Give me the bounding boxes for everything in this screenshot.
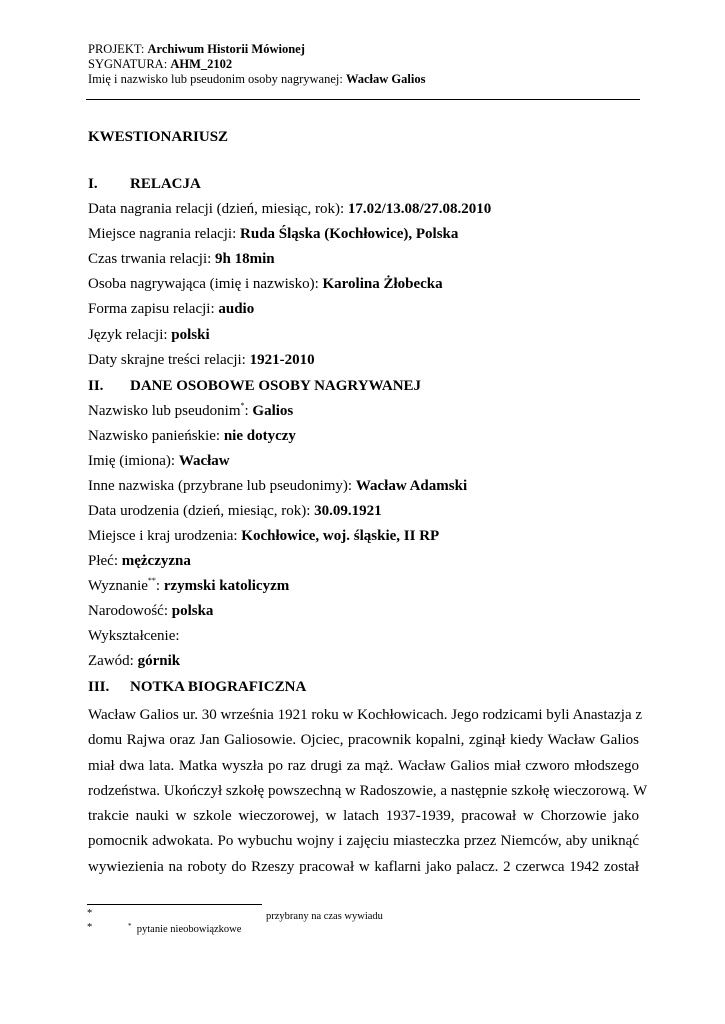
biography-line: trakcie nauki w szkole wieczorowej, w latach 1937-1939, pracował w Chorzowie jako: [88, 808, 639, 825]
field-occupation: Zawód: górnik: [88, 653, 181, 669]
footnote-2-mark: *: [87, 922, 93, 933]
field-first-name: Imię (imiona): Wacław: [88, 453, 230, 469]
signature-value: AHM_2102: [170, 57, 233, 71]
project-value: Archiwum Historii Mówionej: [147, 42, 305, 56]
section-heading-biography: III. NOTKA BIOGRAFICZNA: [88, 679, 307, 695]
biography-line: rodzeństwa. Ukończył szkołę powszechną w Radoszowie, a następnie szkołę wieczorową. W: [88, 782, 648, 799]
field-recording-place: Miejsce nagrania relacji: Ruda Śląska (Kochłowice), Polska: [88, 226, 459, 242]
field-recording-date: Data nagrania relacji (dzień, miesiąc, rok): 17.02/13.08/27.08.2010: [88, 201, 492, 217]
field-date-range: Daty skrajne treści relacji: 1921-2010: [88, 352, 315, 368]
header-divider: [86, 99, 640, 100]
document-title: KWESTIONARIUSZ: [88, 129, 229, 145]
field-religion: Wyznanie**: rzymski katolicyzm: [88, 576, 290, 594]
field-language: Język relacji: polski: [88, 327, 210, 343]
biography-text: [88, 703, 648, 880]
field-sex: Płeć: mężczyzna: [88, 553, 191, 569]
field-birth-place: Miejsce i kraj urodzenia: Kochłowice, woj. śląskie, II RP: [88, 528, 440, 544]
biography-line: Wacław Galios ur. 30 września 1921 roku w Kochłowicach. Jego rodzicami byli Anastazja z: [88, 707, 643, 723]
section-heading-personal-data: II. DANE OSOBOWE OSOBY NAGRYWANEJ: [88, 378, 422, 394]
biography-line: wywiezienia na roboty do Rzeszy pracował w kaflarni jako palacz. 2 czerwca 1942 został: [88, 858, 639, 875]
footnote-divider: [87, 904, 262, 905]
header-project: PROJEKT: Archiwum Historii Mówionej: [88, 42, 305, 56]
biography-line: pomocnik adwokata. Po wybuchu wojny i zajęciu miasteczka przez Niemców, aby uniknąć: [88, 833, 639, 850]
header-person: Imię i nazwisko lub pseudonim osoby nagrywanej: Wacław Galios: [88, 72, 426, 86]
field-duration: Czas trwania relacji: 9h 18min: [88, 251, 275, 267]
person-value: Wacław Galios: [345, 72, 426, 86]
field-interviewer: Osoba nagrywająca (imię i nazwisko): Karolina Żłobecka: [88, 276, 443, 292]
section-heading-relacja: I. RELACJA: [88, 176, 201, 192]
biography-line: miał dwa lata. Matka wyszła po raz drugi za mąż. Wacław Galios miał czworo młodszego: [88, 757, 639, 774]
footnote-1-text: przybrany na czas wywiadu: [266, 911, 383, 922]
field-maiden-name: Nazwisko panieńskie: nie dotyczy: [88, 428, 296, 444]
biography-line: domu Rajwa oraz Jan Galiosowie. Ojciec, pracownik kopalni, zginął kiedy Wacław Galios: [88, 732, 639, 749]
field-birth-date: Data urodzenia (dzień, miesiąc, rok): 30.09.1921: [88, 503, 382, 519]
field-other-names: Inne nazwiska (przybrane lub pseudonimy): Wacław Adamski: [88, 478, 468, 494]
field-surname: Nazwisko lub pseudonim*: Galios: [88, 401, 294, 419]
field-education: Wykształcenie:: [88, 628, 180, 644]
field-nationality: Narodowość: polska: [88, 603, 214, 619]
field-format: Forma zapisu relacji: audio: [88, 301, 255, 317]
header-signature: SYGNATURA: AHM_2102: [88, 57, 233, 71]
footnote-1-mark: *: [87, 908, 93, 919]
footnote-2-text: * pytanie nieobowiązkowe: [128, 922, 242, 935]
